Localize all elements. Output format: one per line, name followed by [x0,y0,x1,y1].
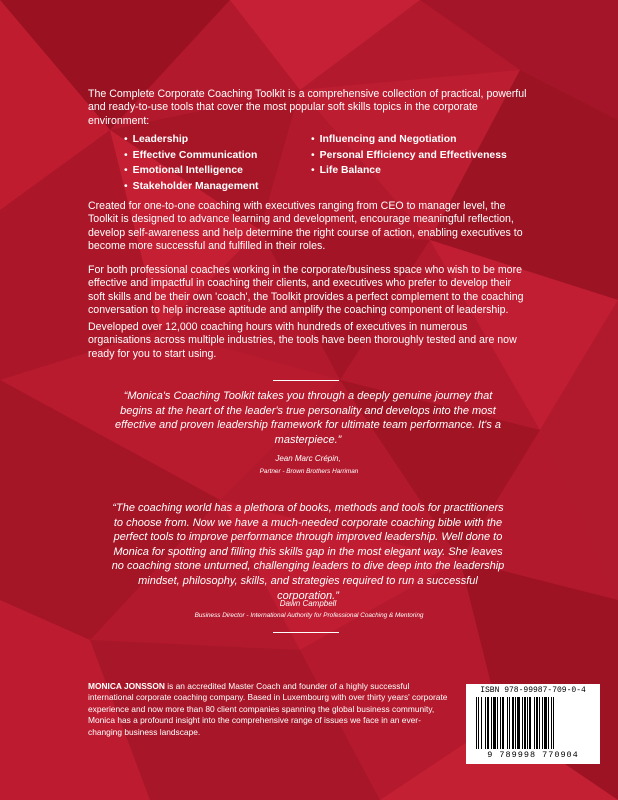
isbn-barcode [466,684,600,764]
testimonial-quote-1: “Monica's Coaching Toolkit takes you through a deeply genuine journey that begins at the heart of the leader's true personality and develops into the most effective and proven leadership framework for ultimate team performance. It's a masterpiece.” [114,390,502,446]
topic-item: • Emotional Intelligence [124,163,259,179]
testimonial-quote-2: “The coaching world has a plethora of books, methods and tools for practitioners to choose from. Now we have a much-needed corporate coaching bible with the perfect tools to improve performance through improved leadership. Well done to Monica for spotting and filling this skills gap in the most elegant way. She leaves no coaching stone unturned, challenging leaders to dive deep into the leadership mindset, philosophy, skills, and strategies required to run a successful corporation.” [111,502,505,602]
topic-item: • Leadership [124,132,259,148]
description-paragraph: Created for one-to-one coaching with executives ranging from CEO to manager level, the Toolkit is designed to advance learning and development, encourage meaningful reflection, develop self-awareness and help determine the right course of action, enabling executives to become more successful and fulfilled in their roles. [88,200,523,253]
divider [273,380,339,381]
topics-list-left [124,132,259,194]
topics-list-right [311,132,507,179]
intro-paragraph: The Complete Corporate Coaching Toolkit is a comprehensive collection of practical, powerful and ready-to-use tools that cover the most popular soft skills topics in the corporate environment: [88,88,527,127]
author-bio [88,681,448,738]
topic-item: • Personal Efficiency and Effectiveness [311,148,507,164]
topic-item: • Stakeholder Management [124,179,259,195]
topic-item: • Influencing and Negotiation [311,132,507,148]
barcode-bars [474,697,592,749]
development-paragraph: Developed over 12,000 coaching hours with hundreds of executives in numerous organisations across multiple industries, the tools have been thoroughly tested and are now ready for you to start using. [88,321,517,360]
author-name: MONICA JONSSON [88,681,165,691]
divider [273,632,339,633]
audience-paragraph: For both professional coaches working in the corporate/business space who wish to be more effective and impactful in coaching their clients, and executives who prefer to develop their soft skills and be their own 'coach', the Toolkit provides a perfect complement to the coaching conversation to help increase aptitude and amplify the coaching component of leadership. [88,264,524,317]
author-bio-text: is an accredited Master Coach and founder of a highly successful international corporate coaching company. Based in Luxembourg with over thirty years' corporate experience and now more than 80 client companies spanning the global business community, Monica has a profound insight into the comprehensive range of issues we face in an ever-changing business landscape. [88,681,448,737]
topic-item: • Effective Communication [124,148,259,164]
testimonial-author-title-2: Business Director - International Authority for Professional Coaching & Mentoring [194,612,424,619]
barcode-number: 9 789998 770904 [487,750,579,760]
isbn-label: ISBN 978-99987-709-0-4 [480,686,586,695]
testimonial-author-title-1: Partner - Brown Brothers Harriman [259,468,359,475]
topic-item: • Life Balance [311,163,507,179]
testimonial-author-2: Dawn Campbell [279,599,337,608]
testimonial-author-1: Jean Marc Crépin, [275,454,341,463]
